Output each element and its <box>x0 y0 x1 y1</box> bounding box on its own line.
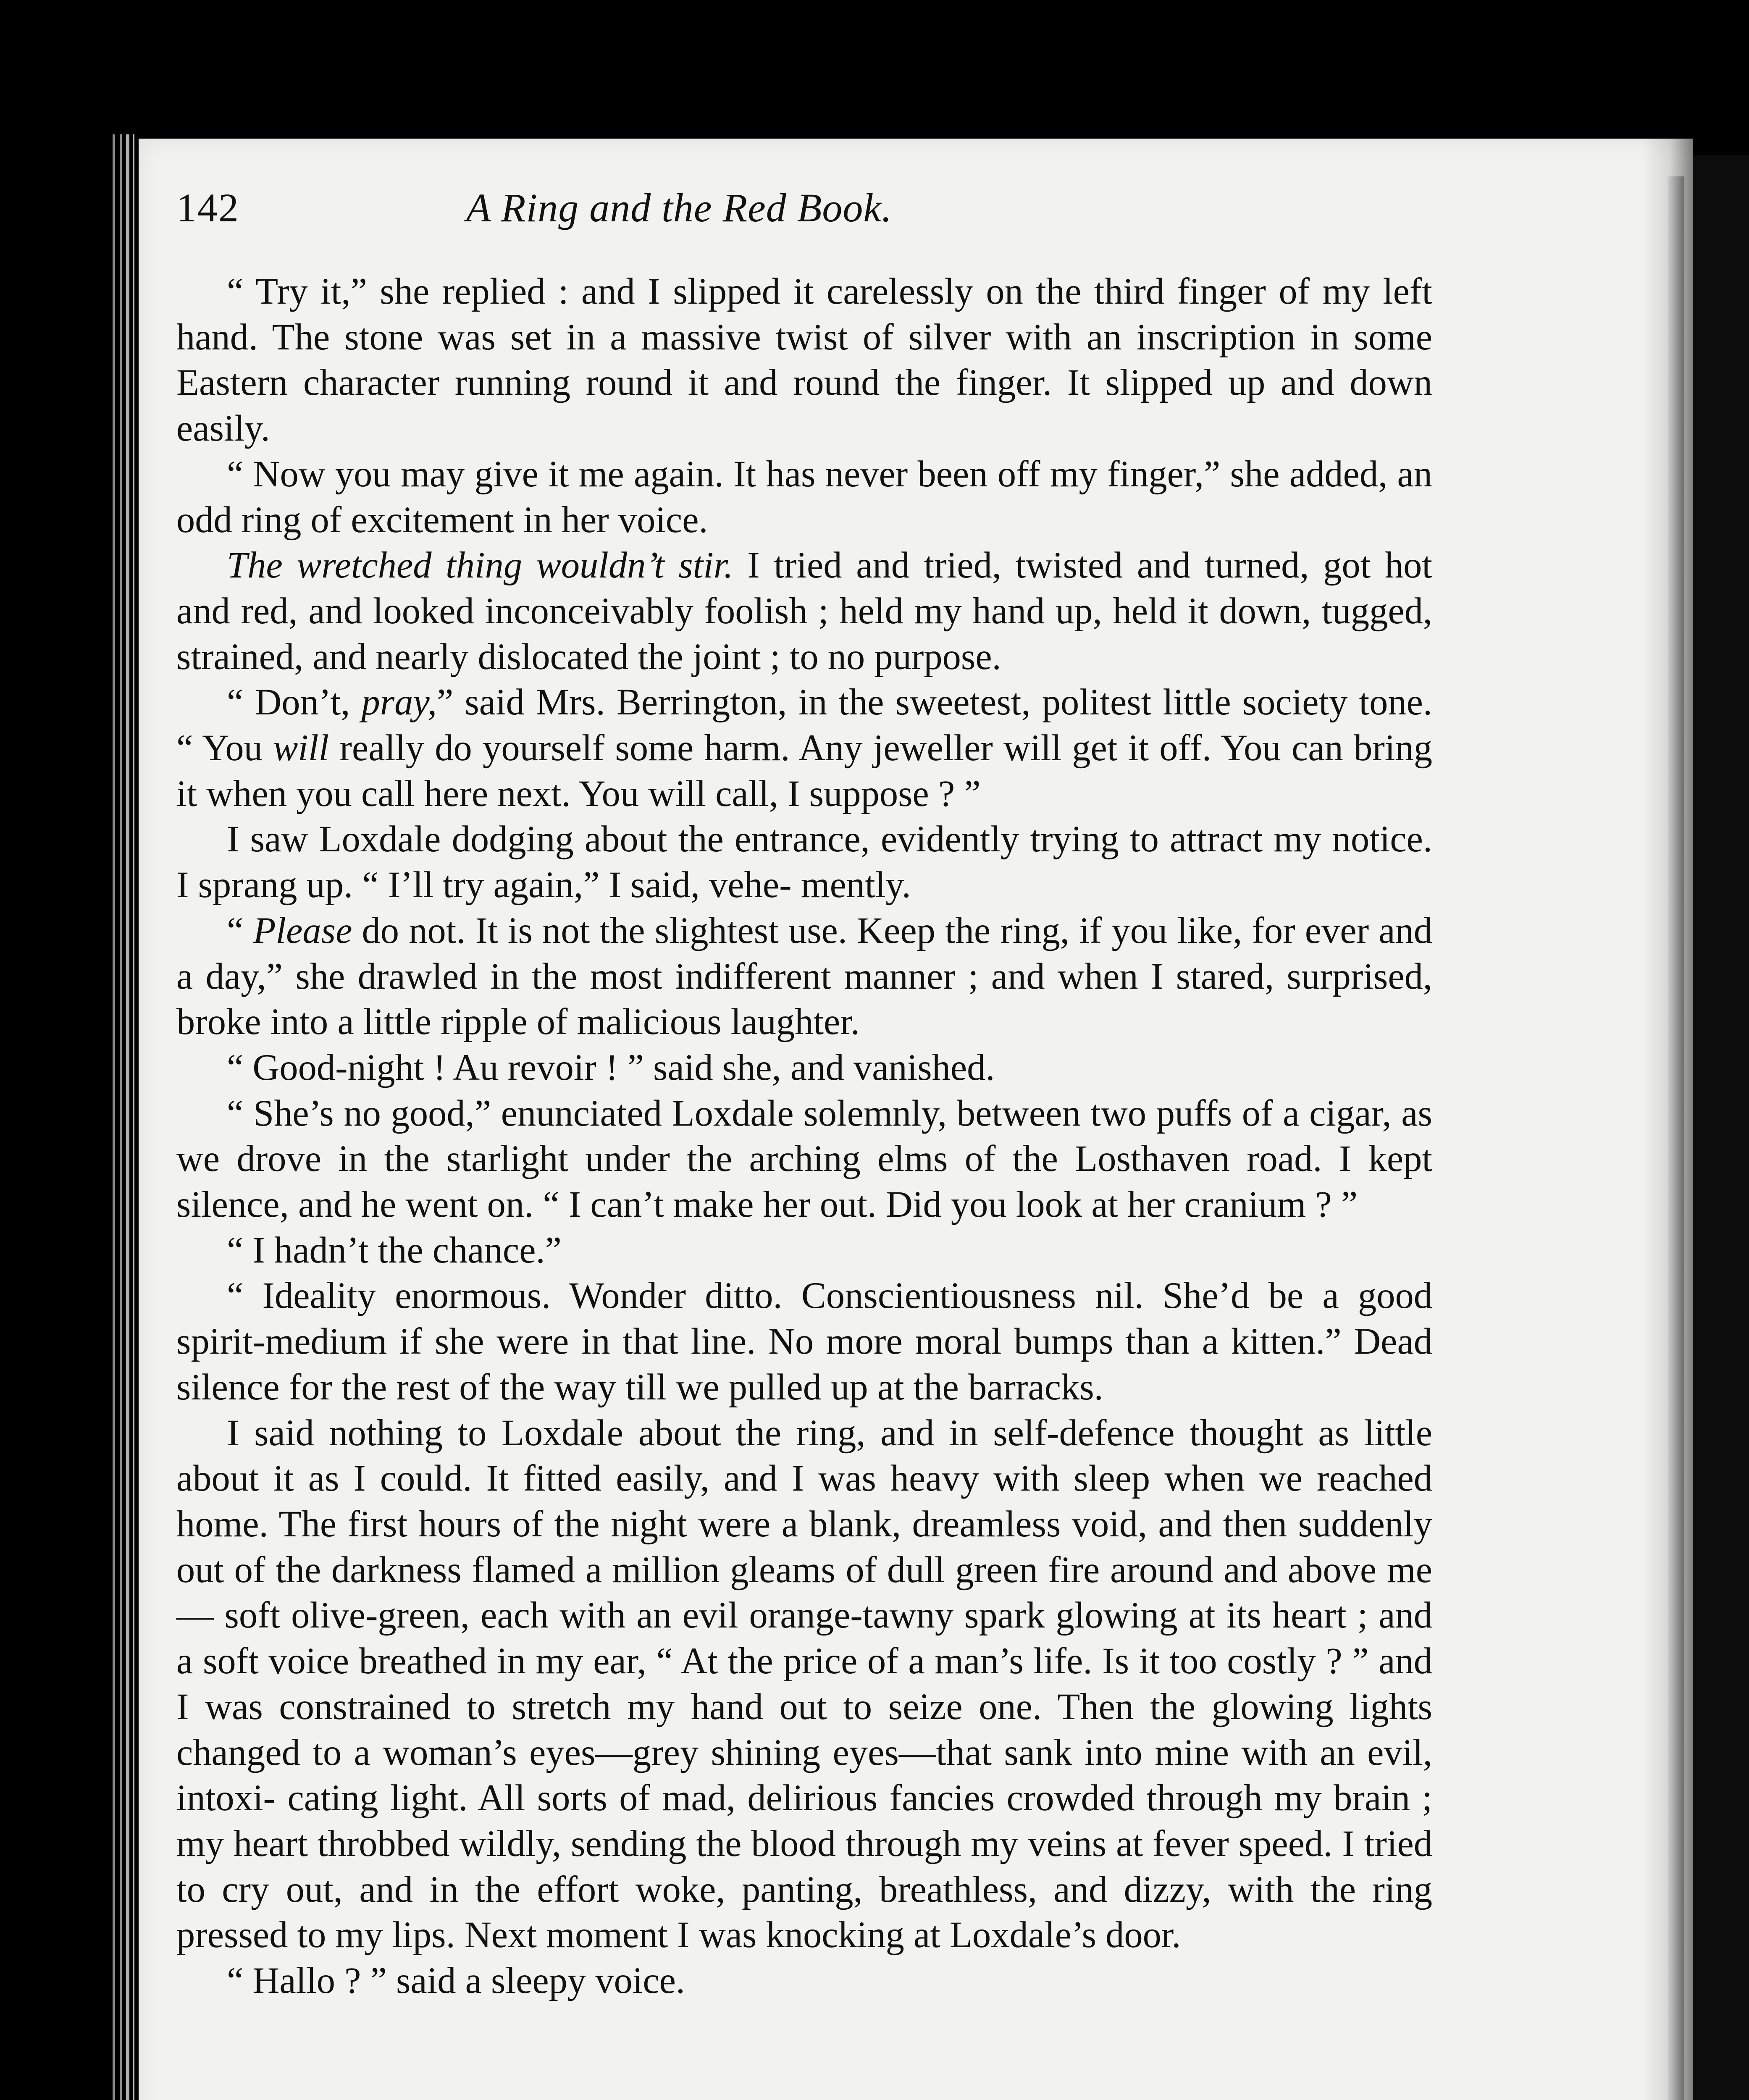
page-edge-line <box>113 134 115 2100</box>
italic-text: Please <box>253 910 352 951</box>
italic-text: The wretched thing wouldn’t stir. <box>227 545 733 586</box>
facing-page-edge <box>1668 176 1684 2100</box>
paragraph: The wretched thing wouldn’t stir. I tried and tried, twisted and turned, got hot and red, and looked inconceivably foolish ; held my hand up, held it down, tugged, strained, and nearly dislocated the joint ; to no purpose. <box>176 545 1432 677</box>
running-head: A Ring and the Red Book. <box>466 185 892 230</box>
paragraph: “ Try it,” she replied : and I slipped it carelessly on the third finger of my left hand. The stone was set in a massive twist of silver with an inscription in some Eastern character running round it and round the finger. It slipped up and down easily. <box>176 271 1432 449</box>
paragraph: “ Good-night ! Au revoir ! ” said she, and vanished. <box>227 1047 995 1088</box>
page-edge-line <box>120 134 122 2100</box>
page-header <box>176 181 1432 235</box>
paragraph: “ Ideality enormous. Wonder ditto. Conscientiousness nil. She’d be a good spirit-medium if she were in that line. No more moral bumps than a kitten.” Dead silence for the rest of the way till we pulled up at the barracks. <box>176 1275 1432 1408</box>
paragraph: I said nothing to Loxdale about the ring, and in self-defence thought as little about it as I could. It fitted easily, and I was heavy with sleep when we reached home. The first hours of the night were a blank, dreamless void, and then suddenly out of the darkness flamed a million gleams of dull green fire around and above me— soft olive-green, each with an evil orange-tawny spark glowing at its heart ; and a soft voice breathed in my ear, “ At the price of a man’s life. Is it too costly ? ” and I was constrained to stretch my hand out to seize one. Then the glowing lights changed to a woman’s eyes—grey shining eyes—that sank into mine with an evil, intoxi- cating light. All sorts of mad, delirious fancies crowded through my brain ; my heart throbbed wildly, sending the blood through my veins at fever speed. I tried to cry out, and in the effort woke, panting, breathless, and dizzy, with the ring pressed to my lips. Next moment I was knocking at Loxdale’s door. <box>176 1412 1432 1956</box>
page-number: 142 <box>176 185 239 230</box>
gutter-shadow <box>1693 155 1749 2100</box>
paragraph: “ Don’t, pray,” said Mrs. Berrington, in the sweetest, politest little society tone. “ You will really do yourself some harm. Any jeweller will get it off. You can bring it when you call here next. You will call, I suppose ? ” <box>176 682 1433 814</box>
paragraph: “ Now you may give it me again. It has never been off my finger,” she added, an odd ring of excitement in her voice. <box>176 453 1432 541</box>
paragraph: “ She’s no good,” enunciated Loxdale solemnly, between two puffs of a cigar, as we drove in the starlight under the arching elms of the Losthaven road. I kept silence, and he went on. “ I can’t make her out. Did you look at her cranium ? ” <box>176 1092 1432 1226</box>
paragraph: “ Hallo ? ” said a sleepy voice. <box>227 1960 685 2002</box>
page-edge-line <box>126 134 129 2100</box>
paragraph: I saw Loxdale dodging about the entrance, evidently trying to attract my notice. I sprang up. “ I’ll try again,” I said, vehe- mently. <box>176 819 1432 906</box>
body-text <box>176 269 1432 2004</box>
paragraph: “ I hadn’t the chance.” <box>227 1229 562 1271</box>
italic-text: pray, <box>361 682 437 723</box>
page-edge-line <box>133 134 134 2100</box>
italic-text: will <box>273 727 329 769</box>
paragraph: “ Please do not. It is not the slightest use. Keep the ring, if you like, for ever and a day,” she drawled in the most indifferent manner ; and when I stared, surprised, broke into a little ripple of malicious laughter. <box>176 910 1432 1043</box>
